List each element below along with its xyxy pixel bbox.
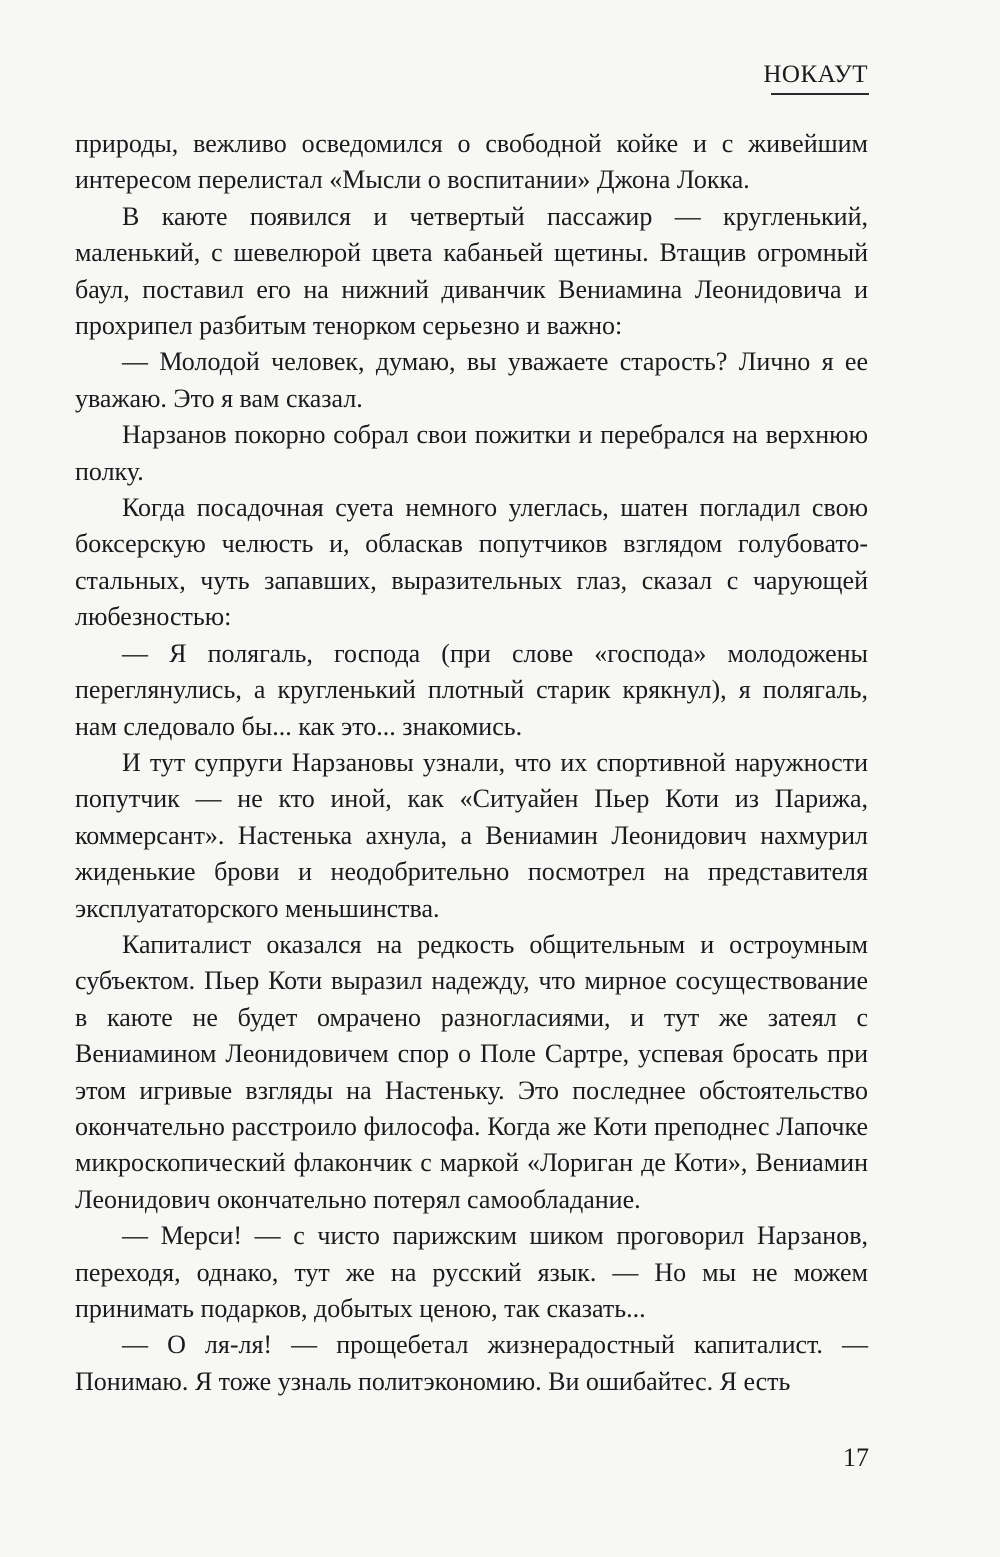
paragraph: В каюте появился и четвертый пассажир — кругленький, маленький, с шевелюрой цвета кабаньей щетины. Втащив огромный баул, поставил его на нижний диванчик Вениамина Леонидовича и прохрипел разбитым тенорком серьезно и важно: <box>75 201 868 341</box>
paragraph-dialogue: — Я полягаль, господа (при слове «господа» молодожены переглянулись, а кругленький плотный старик крякнул), я полягаль, нам следовало бы... как это... знакомись. <box>75 638 868 741</box>
paragraph: Нарзанов покорно собрал свои пожитки и перебрался на верхнюю полку. <box>75 420 868 486</box>
body-text <box>75 126 868 1400</box>
paragraph-continued: природы, вежливо осведомился о свободной койке и с живейшим интересом перелистал «Мысли о воспитании» Джона Локка. <box>75 129 868 195</box>
paragraph: И тут супруги Нарзановы узнали, что их спортивной наружности попутчик — не кто иной, как «Ситуайен Пьер Коти из Парижа, коммерсант». Настенька ахнула, а Вениамин Леонидович нахмурил жиденькие брови и неодобрительно посмотрел на представителя эксплуататорского меньшинства. <box>75 747 868 923</box>
paragraph-dialogue: — Мерси! — с чисто парижским шиком проговорил Нарзанов, переходя, однако, тут же на русский язык. — Но мы не можем принимать подарков, добытых ценою, так сказать... <box>75 1221 868 1323</box>
running-head-underline <box>771 93 869 95</box>
paragraph: Капиталист оказался на редкость общительным и остроумным субъектом. Пьер Коти выразил надежду, что мирное сосуществование в каюте не будет омрачено разногласиями, и тут же затеял с Вениамином Леонидовичем спор о Поле Сартре, успевая бросать при этом игривые взгляды на Настеньку. Это последнее обстоятельство окончательно расстроило философа. Когда же Коти преподнес Лапочке микроскопический флакончик с маркой «Лориган де Коти», Вениамин Леонидович окончательно потерял самообладание. <box>75 929 868 1214</box>
paragraph: Когда посадочная суета немного улеглась, шатен погладил свою боксерскую челюсть и, обласкав попутчиков взглядом голубовато-стальных, чуть запавших, выразительных глаз, сказал с чарующей любезностью: <box>75 493 868 632</box>
paragraph-dialogue: — Молодой человек, думаю, вы уважаете старость? Лично я ее уважаю. Это я вам сказал. <box>75 347 868 413</box>
running-head-title: НОКАУТ <box>763 61 868 88</box>
paragraph-dialogue: — О ля-ля! — прощебетал жизнерадостный капиталист. — Понимаю. Я тоже узналь политэкономию. Ви ошибайтес. Я есть <box>75 1330 868 1396</box>
page-number: 17 <box>843 1443 869 1472</box>
